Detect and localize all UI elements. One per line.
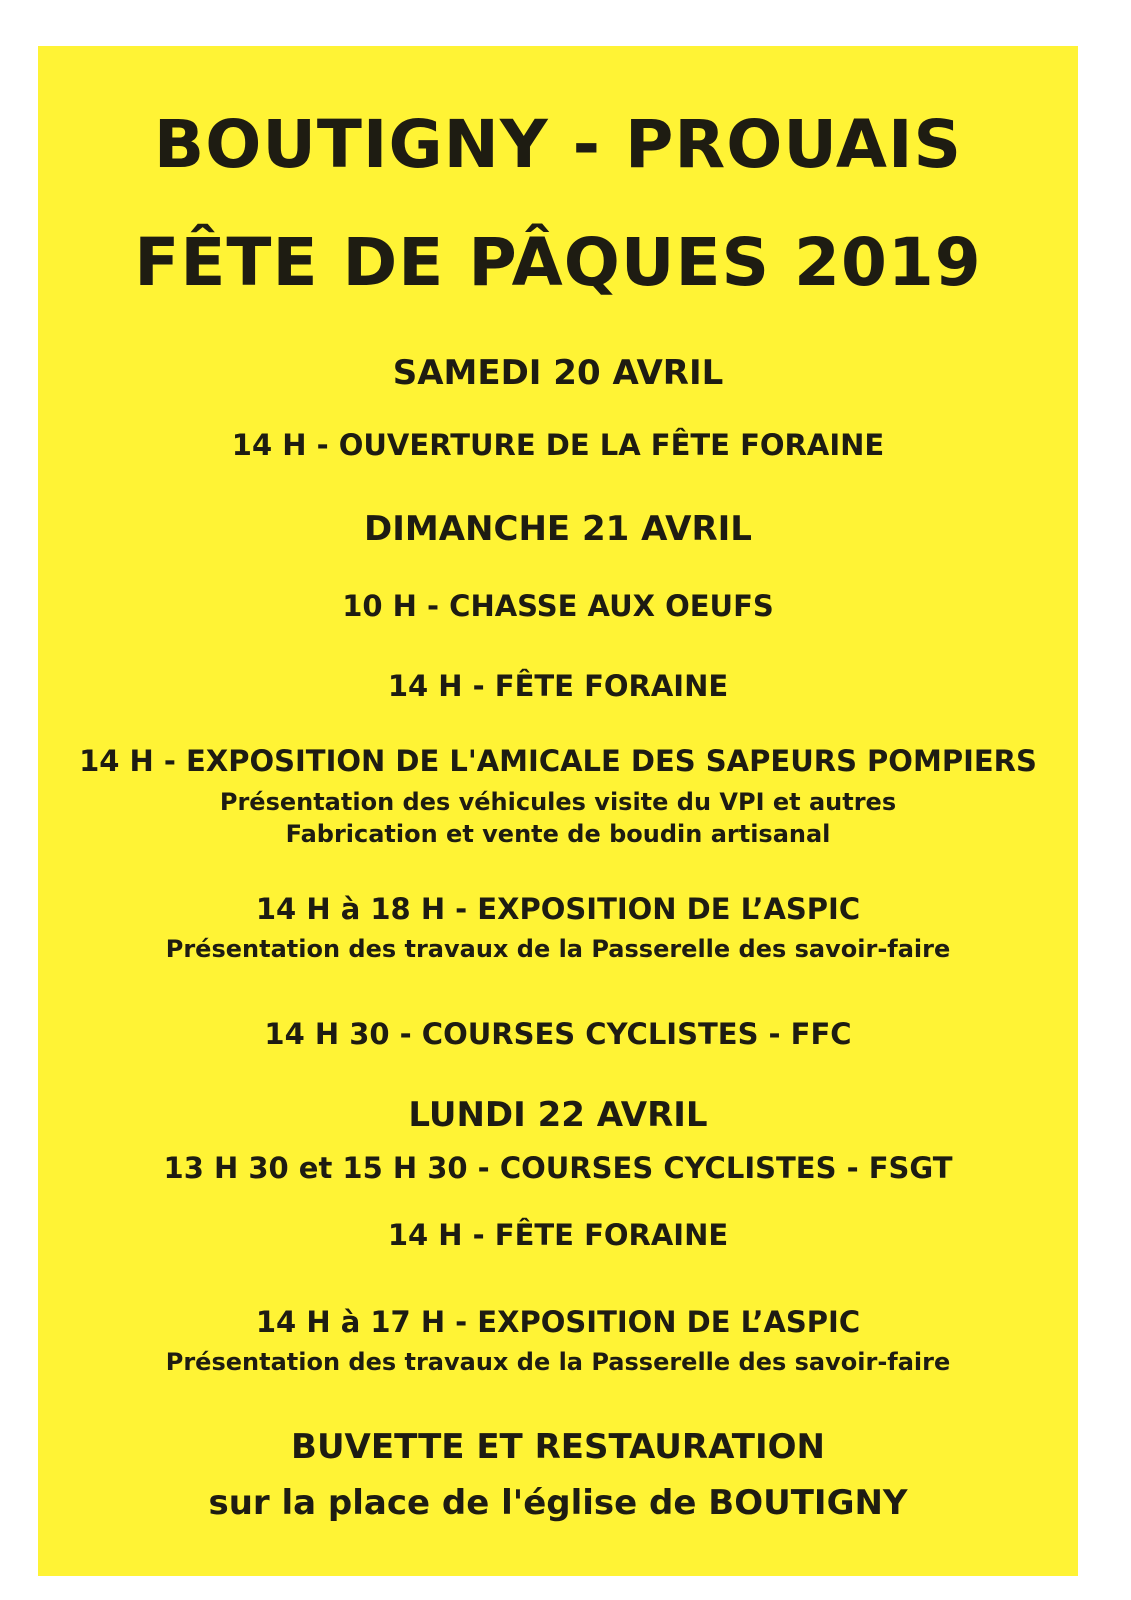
event-sunday-cycling-ffc: 14 H 30 - COURSES CYCLISTES - FFC [264, 1017, 852, 1051]
easter-fair-poster [38, 46, 1078, 1576]
event-sunday-funfair: 14 H - FÊTE FORAINE [387, 669, 729, 703]
event-monday-aspic-exhibition: 14 H à 17 H - EXPOSITION DE L’ASPIC [255, 1305, 861, 1339]
event-saturday-fair-opening: 14 H - OUVERTURE DE LA FÊTE FORAINE [231, 428, 885, 462]
day-heading-monday: LUNDI 22 AVRIL [408, 1095, 708, 1135]
event-sunday-egg-hunt: 10 H - CHASSE AUX OEUFS [342, 589, 774, 623]
event-detail-passerelle-monday: Présentation des travaux de la Passerelle des savoir-faire [165, 1348, 951, 1376]
event-detail-passerelle-sunday: Présentation des travaux de la Passerelle des savoir-faire [165, 935, 951, 963]
event-sunday-aspic-exhibition: 14 H à 18 H - EXPOSITION DE L’ASPIC [255, 892, 861, 926]
day-heading-sunday: DIMANCHE 21 AVRIL [364, 509, 752, 549]
event-detail-vehicles: Présentation des véhicules visite du VPI et autres [219, 788, 897, 816]
event-monday-cycling-fsgt: 13 H 30 et 15 H 30 - COURSES CYCLISTES - FSGT [163, 1151, 953, 1185]
day-heading-saturday: SAMEDI 20 AVRIL [392, 353, 724, 393]
event-monday-funfair: 14 H - FÊTE FORAINE [387, 1218, 729, 1252]
closing-location: sur la place de l'église de BOUTIGNY [208, 1483, 908, 1523]
poster-title-towns: BOUTIGNY - PROUAIS [153, 106, 963, 183]
poster-title-event: FÊTE DE PÂQUES 2019 [134, 224, 982, 301]
closing-refreshments: BUVETTE ET RESTAURATION [291, 1427, 825, 1467]
event-detail-boudin: Fabrication et vente de boudin artisanal [285, 820, 831, 848]
event-sunday-firefighters-exhibition: 14 H - EXPOSITION DE L'AMICALE DES SAPEURS POMPIERS [79, 744, 1037, 778]
